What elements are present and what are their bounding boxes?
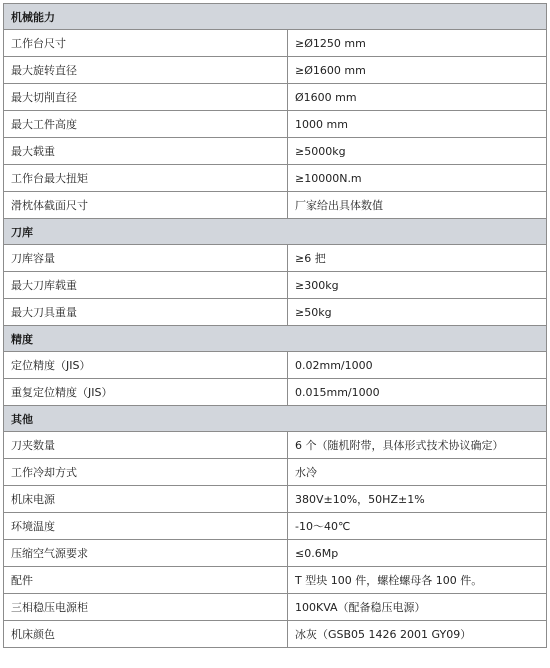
spec-label: 最大切削直径 xyxy=(4,84,288,111)
spec-label: 工作台最大扭矩 xyxy=(4,165,288,192)
spec-value: ≥Ø1600 mm xyxy=(288,57,547,84)
spec-row xyxy=(4,459,547,486)
spec-value: Ø1600 mm xyxy=(288,84,547,111)
spec-row xyxy=(4,245,547,272)
spec-value: 0.015mm/1000 xyxy=(288,379,547,406)
section-title: 精度 xyxy=(4,326,547,352)
section-header xyxy=(4,326,547,352)
spec-value: 6 个（随机附带，具体形式技术协议确定） xyxy=(288,432,547,459)
spec-value: 水冷 xyxy=(288,459,547,486)
spec-table xyxy=(3,3,547,648)
spec-label: 机床颜色 xyxy=(4,621,288,648)
spec-value: ≥50kg xyxy=(288,299,547,326)
spec-value: 380V±10%，50HZ±1% xyxy=(288,486,547,513)
spec-label: 配件 xyxy=(4,567,288,594)
spec-label: 最大工件高度 xyxy=(4,111,288,138)
spec-label: 工作冷却方式 xyxy=(4,459,288,486)
spec-row xyxy=(4,352,547,379)
spec-label: 刀库容量 xyxy=(4,245,288,272)
spec-row xyxy=(4,594,547,621)
spec-row xyxy=(4,379,547,406)
spec-row xyxy=(4,540,547,567)
spec-row xyxy=(4,111,547,138)
spec-value: ≤0.6Mp xyxy=(288,540,547,567)
spec-value: ≥Ø1250 mm xyxy=(288,30,547,57)
spec-value: ≥5000kg xyxy=(288,138,547,165)
spec-label: 最大旋转直径 xyxy=(4,57,288,84)
spec-row xyxy=(4,432,547,459)
section-header xyxy=(4,406,547,432)
spec-row xyxy=(4,84,547,111)
spec-row xyxy=(4,272,547,299)
spec-value: -10～40℃ xyxy=(288,513,547,540)
spec-row xyxy=(4,299,547,326)
section-title: 刀库 xyxy=(4,219,547,245)
spec-row xyxy=(4,621,547,648)
section-title: 机械能力 xyxy=(4,4,547,30)
spec-table-body xyxy=(4,4,547,648)
spec-row xyxy=(4,567,547,594)
spec-label: 最大刀库载重 xyxy=(4,272,288,299)
spec-row xyxy=(4,513,547,540)
spec-label: 机床电源 xyxy=(4,486,288,513)
spec-label: 最大载重 xyxy=(4,138,288,165)
spec-value: ≥10000N.m xyxy=(288,165,547,192)
spec-value: 厂家给出具体数值 xyxy=(288,192,547,219)
section-header xyxy=(4,219,547,245)
spec-value: 冰灰（GSB05 1426 2001 GY09） xyxy=(288,621,547,648)
spec-label: 定位精度（JIS） xyxy=(4,352,288,379)
spec-label: 刀夹数量 xyxy=(4,432,288,459)
spec-value: 100KVA（配备稳压电源） xyxy=(288,594,547,621)
spec-label: 环境温度 xyxy=(4,513,288,540)
spec-value: T 型块 100 件，螺栓螺母各 100 件。 xyxy=(288,567,547,594)
spec-row xyxy=(4,192,547,219)
section-title: 其他 xyxy=(4,406,547,432)
spec-value: ≥6 把 xyxy=(288,245,547,272)
spec-row xyxy=(4,165,547,192)
spec-label: 压缩空气源要求 xyxy=(4,540,288,567)
spec-value: 0.02mm/1000 xyxy=(288,352,547,379)
spec-label: 滑枕体截面尺寸 xyxy=(4,192,288,219)
spec-label: 工作台尺寸 xyxy=(4,30,288,57)
spec-row xyxy=(4,486,547,513)
section-header xyxy=(4,4,547,30)
spec-row xyxy=(4,30,547,57)
spec-value: 1000 mm xyxy=(288,111,547,138)
spec-value: ≥300kg xyxy=(288,272,547,299)
spec-row xyxy=(4,57,547,84)
spec-label: 重复定位精度（JIS） xyxy=(4,379,288,406)
spec-row xyxy=(4,138,547,165)
spec-label: 三相稳压电源柜 xyxy=(4,594,288,621)
spec-label: 最大刀具重量 xyxy=(4,299,288,326)
